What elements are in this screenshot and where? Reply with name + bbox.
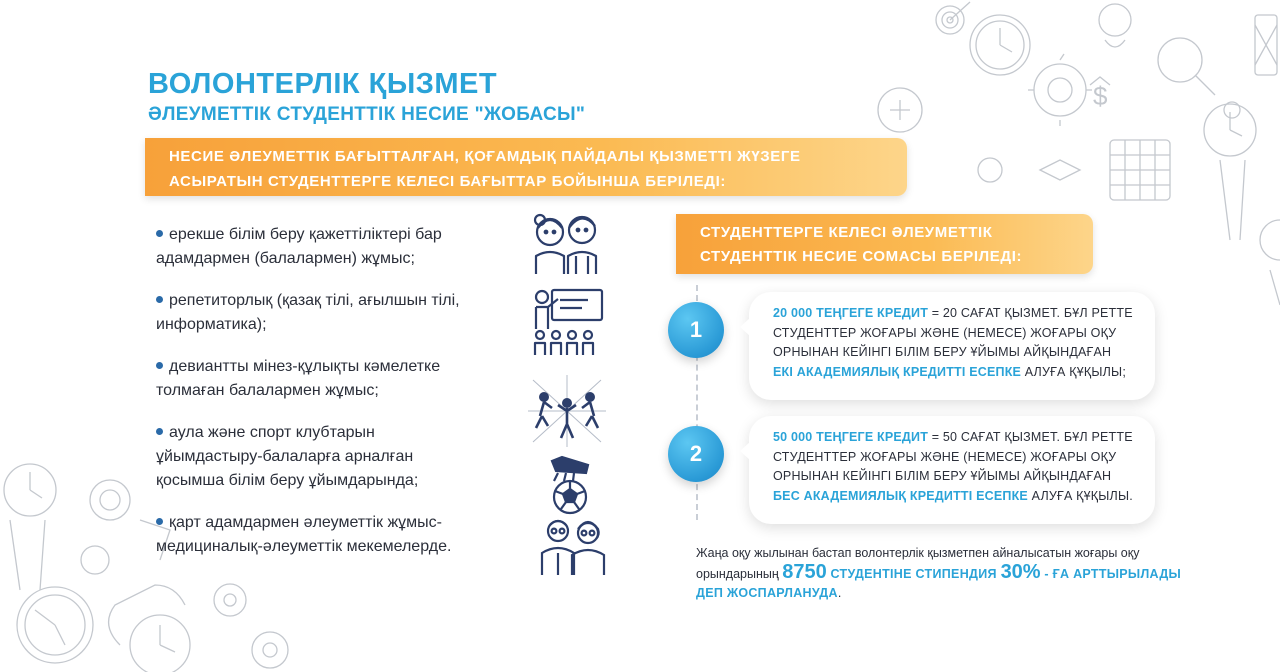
list-item-text: медициналық-әлеуметтік мекемелерде. <box>156 538 452 555</box>
list-item-text: толмаған балалармен жұмыс; <box>156 382 379 399</box>
card-text: АЛУҒА ҚҰҚЫЛЫ. <box>1027 488 1133 503</box>
credit-banner-line1: СТУДЕНТТЕРГЕ КЕЛЕСІ ӘЛЕУМЕТТІК <box>700 224 993 241</box>
stipend-note-text: орындарының <box>696 567 783 581</box>
page-subtitle: ӘЛЕУМЕТТІК СТУДЕНТТІК НЕСИЕ "ЖОБАСЫ" <box>148 104 586 125</box>
card-text: СТУДЕНТТЕР ЖОҒАРЫ ЖӘНЕ (НЕМЕСЕ) ЖОҒАРЫ ОҚУ <box>773 449 1117 464</box>
step-number-2: 2 <box>668 426 724 482</box>
step-number-1: 1 <box>668 302 724 358</box>
credit-highlight: ЕКІ АКАДЕМИЯЛЫҚ КРЕДИТТІ ЕСЕПКЕ <box>773 364 1022 379</box>
stipend-note-text: Жаңа оқу жылынан бастап волонтерлік қызметпен айналысатын жоғары оқу <box>696 546 1140 560</box>
stipend-label: ДЕП ЖОСПАРЛАНУДА <box>696 586 838 600</box>
list-item <box>156 223 516 271</box>
football-icon <box>540 455 618 523</box>
list-item <box>156 289 516 337</box>
stipend-note-text: . <box>837 586 842 600</box>
bullet-icon <box>156 230 163 237</box>
credit-card-2 <box>749 416 1155 524</box>
list-item-text: ерекше білім беру қажеттіліктері бар <box>169 226 442 243</box>
directions-banner-line2: АСЫРАТЫН СТУДЕНТТЕРГЕ КЕЛЕСІ БАҒЫТТАР БОЙЫНША БЕРІЛЕДІ: <box>169 173 726 190</box>
list-item-text: адамдармен (балалармен) жұмыс; <box>156 250 415 267</box>
stipend-label: - ҒА АРТТЫРЫЛАДЫ <box>1040 567 1182 581</box>
list-item-text: девиантты мінез-құлықты кәмелетке <box>169 358 441 375</box>
list-item <box>156 511 516 559</box>
bullet-icon <box>156 428 163 435</box>
elderly-icon <box>540 517 618 585</box>
decorative-sketch-top-right <box>860 0 1280 250</box>
list-item-text: қосымша білім беру ұйымдарында; <box>156 472 419 489</box>
list-item-text: ұйымдастыру-балаларға арналған <box>156 448 414 465</box>
card-text: АЛУҒА ҚҰҚЫЛЫ; <box>1021 364 1126 379</box>
credit-amount: 50 000 ТЕҢГЕГЕ КРЕДИТ <box>773 430 929 444</box>
list-item <box>156 421 516 493</box>
bullet-icon <box>156 518 163 525</box>
list-item-text: информатика); <box>156 316 267 333</box>
stipend-percent: 30% <box>1000 561 1041 583</box>
card-text: = 20 САҒАТ ҚЫЗМЕТ. БҰЛ РЕТТЕ <box>928 306 1133 320</box>
children-icon <box>528 208 606 276</box>
stipend-note <box>696 544 1216 603</box>
card-text: СТУДЕНТТЕР ЖОҒАРЫ ЖӘНЕ (НЕМЕСЕ) ЖОҒАРЫ ОҚУ <box>773 325 1117 340</box>
credit-banner-line2: СТУДЕНТТІК НЕСИЕ СОМАСЫ БЕРІЛЕДІ: <box>700 248 1023 265</box>
bullet-icon <box>156 296 163 303</box>
credit-highlight: БЕС АКАДЕМИЯЛЫҚ КРЕДИТТІ ЕСЕПКЕ <box>773 488 1028 503</box>
conflict-icon <box>528 375 606 443</box>
list-item-text: қарт адамдармен әлеуметтік жұмыс- <box>169 514 442 531</box>
stipend-label: СТУДЕНТІНЕ СТИПЕНДИЯ <box>826 567 1001 581</box>
svg-text:$: $ <box>1093 81 1108 111</box>
credit-card-1 <box>749 292 1155 400</box>
student-count: 8750 <box>782 561 827 583</box>
page-title: ВОЛОНТЕРЛІК ҚЫЗМЕТ <box>148 68 498 100</box>
list-item-text: аула және спорт клубтарын <box>169 424 375 441</box>
credit-banner <box>676 214 1093 274</box>
decorative-sketch-right-edge <box>1250 210 1280 310</box>
directions-banner-line1: НЕСИЕ ӘЛЕУМЕТТІК БАҒЫТТАЛҒАН, ҚОҒАМДЫҚ ПАЙДАЛЫ ҚЫЗМЕТТІ ЖҮЗЕГЕ <box>169 148 801 165</box>
bullet-icon <box>156 362 163 369</box>
directions-banner <box>145 138 907 196</box>
credit-amount: 20 000 ТЕҢГЕГЕ КРЕДИТ <box>773 306 929 320</box>
list-item <box>156 355 516 403</box>
card-text: = 50 САҒАТ ҚЫЗМЕТ. БҰЛ РЕТТЕ <box>928 430 1133 444</box>
card-text: ОРНЫНАН КЕЙІНГІ БІЛІМ БЕРУ ҰЙЫМЫ АЙҚЫНДАҒАН <box>773 469 1112 483</box>
list-item-text: репетиторлық (қазақ тілі, ағылшын тілі, <box>169 292 460 309</box>
card-text: ОРНЫНАН КЕЙІНГІ БІЛІМ БЕРУ ҰЙЫМЫ АЙҚЫНДАҒАН <box>773 345 1112 359</box>
teacher-icon <box>528 287 606 355</box>
